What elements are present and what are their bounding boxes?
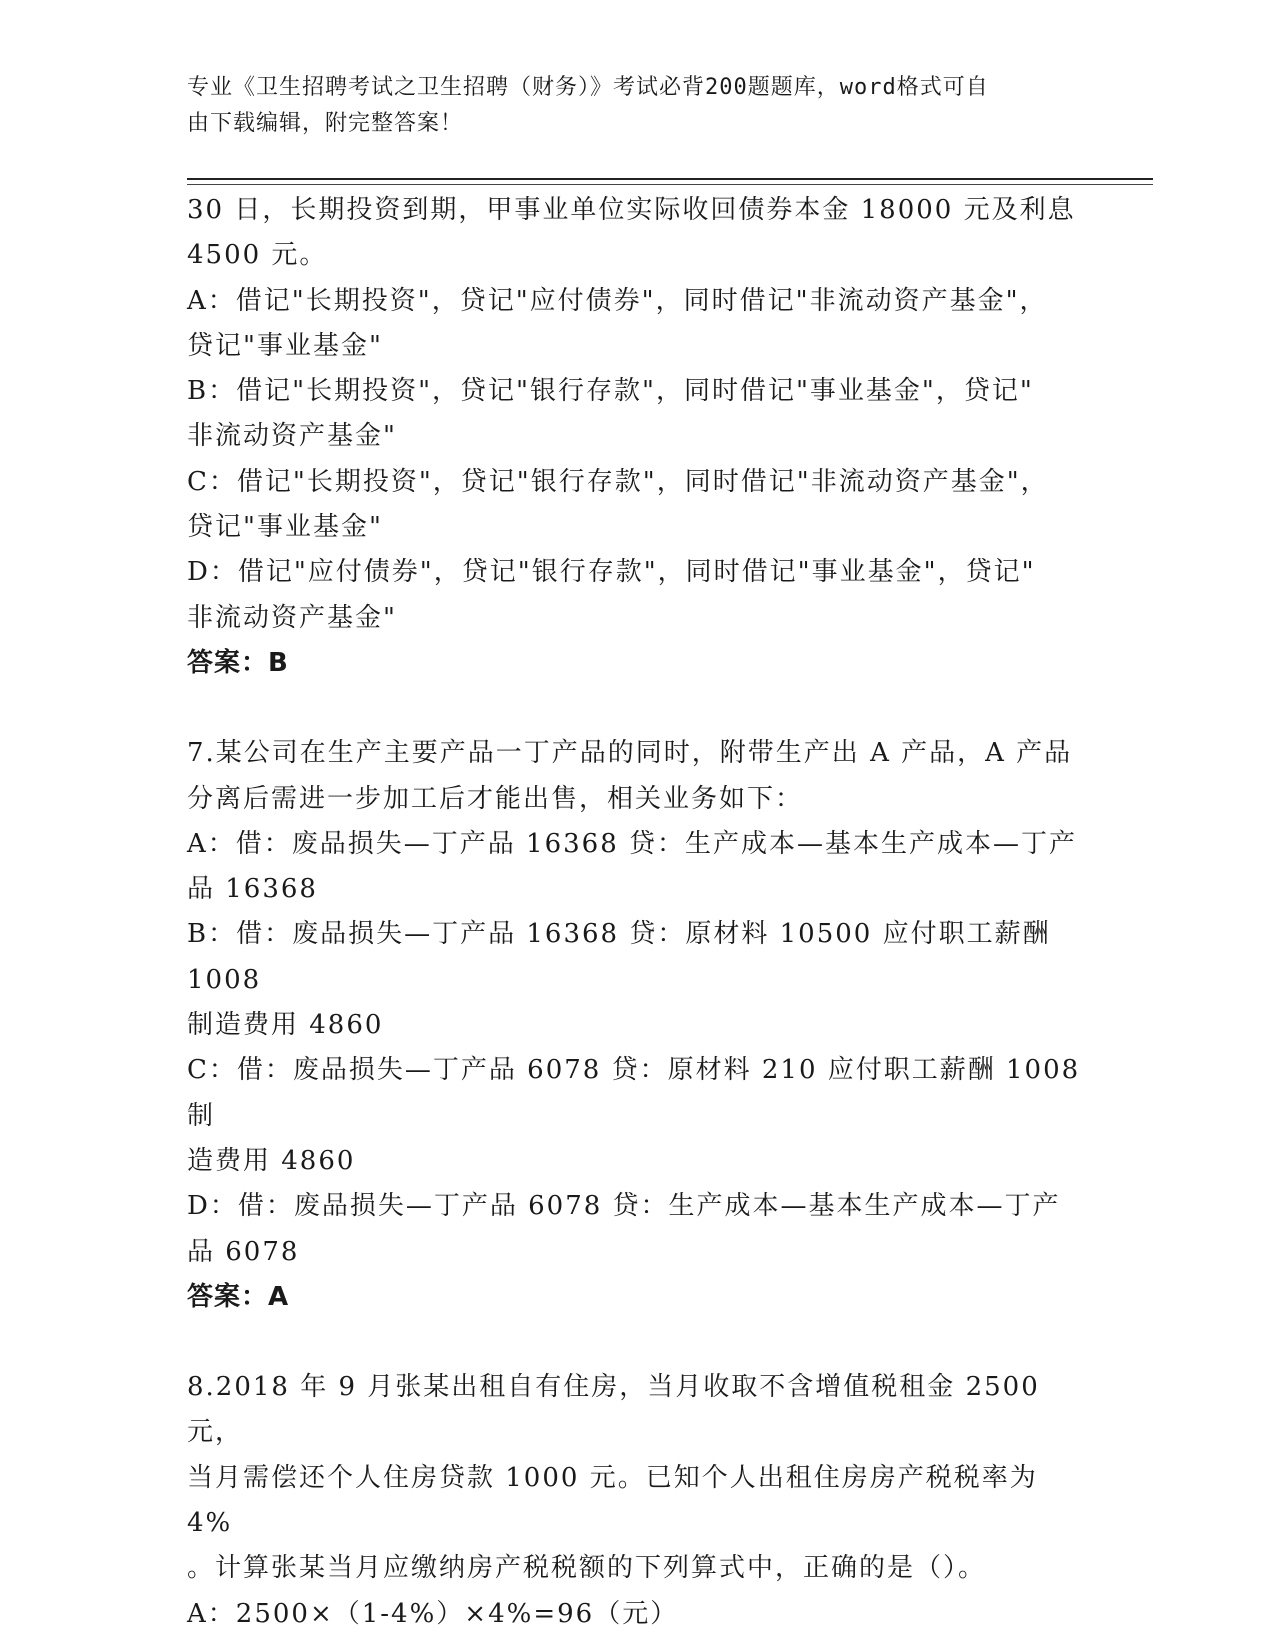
answer-label: 答案：A	[187, 1281, 290, 1312]
page-header	[187, 70, 1067, 142]
question-stem: 30 日，长期投资到期，甲事业单位实际收回债券本金 18000 元及利息	[187, 195, 1076, 225]
option-b: B：借：废品损失—丁产品 16368 贷：原材料 10500 应付职工薪酬 1008	[187, 919, 1051, 995]
document-body	[187, 188, 1087, 1637]
option-a: 贷记"事业基金"	[187, 330, 383, 361]
question-stem: 4500 元。	[187, 240, 328, 271]
option-a: A：2500×（1-4%）×4%=96（元）	[187, 1598, 679, 1629]
option-a: A：借记"长期投资"，贷记"应付债券"，同时借记"非流动资产基金"，	[187, 285, 1048, 316]
option-a: A：借：废品损失—丁产品 16368 贷：生产成本—基本生产成本—丁产	[187, 828, 1078, 859]
option-a: 品 16368	[187, 874, 318, 905]
question-spacer	[187, 686, 1087, 731]
option-c: C：借记"长期投资"，贷记"银行存款"，同时借记"非流动资产基金"，	[187, 466, 1049, 497]
option-b: 非流动资产基金"	[187, 421, 397, 452]
question-8	[187, 1365, 1087, 1637]
question-stem: 当月需偿还个人住房贷款 1000 元。已知个人出租住房房产税税率为 4%	[187, 1462, 1038, 1539]
option-b: B：借记"长期投资"，贷记"银行存款"，同时借记"事业基金"，贷记"	[187, 376, 1034, 407]
question-6	[187, 188, 1087, 686]
question-stem: 分离后需进一步加工后才能出售，相关业务如下：	[187, 783, 804, 814]
header-divider-thin	[187, 184, 1153, 185]
question-stem: 7.某公司在生产主要产品一丁产品的同时，附带生产出 A 产品，A 产品	[187, 738, 1073, 769]
option-c: C：借：废品损失—丁产品 6078 贷：原材料 210 应付职工薪酬 1008 制	[187, 1055, 1081, 1131]
option-d: D：借：废品损失—丁产品 6078 贷：生产成本—基本生产成本—丁产	[187, 1191, 1061, 1222]
header-divider-thick	[187, 178, 1153, 180]
header-title-line-1: 专业《卫生招聘考试之卫生招聘（财务）》考试必背200题题库，word格式可自	[187, 75, 989, 100]
option-b: 制造费用 4860	[187, 1010, 384, 1041]
header-title-line-2: 由下载编辑，附完整答案！	[187, 111, 464, 136]
option-d: 非流动资产基金"	[187, 602, 397, 633]
option-d: 品 6078	[187, 1236, 300, 1267]
option-d: D：借记"应付债券"，贷记"银行存款"，同时借记"事业基金"，贷记"	[187, 557, 1036, 588]
question-spacer	[187, 1320, 1087, 1365]
option-c: 贷记"事业基金"	[187, 512, 383, 543]
question-stem: 。计算张某当月应缴纳房产税税额的下列算式中，正确的是（）。	[187, 1553, 987, 1584]
question-7	[187, 731, 1087, 1320]
question-stem: 8.2018 年 9 月张某出租自有住房，当月收取不含增值税租金 2500 元，	[187, 1372, 1040, 1448]
answer-label: 答案：B	[187, 647, 289, 678]
option-c: 造费用 4860	[187, 1145, 356, 1176]
